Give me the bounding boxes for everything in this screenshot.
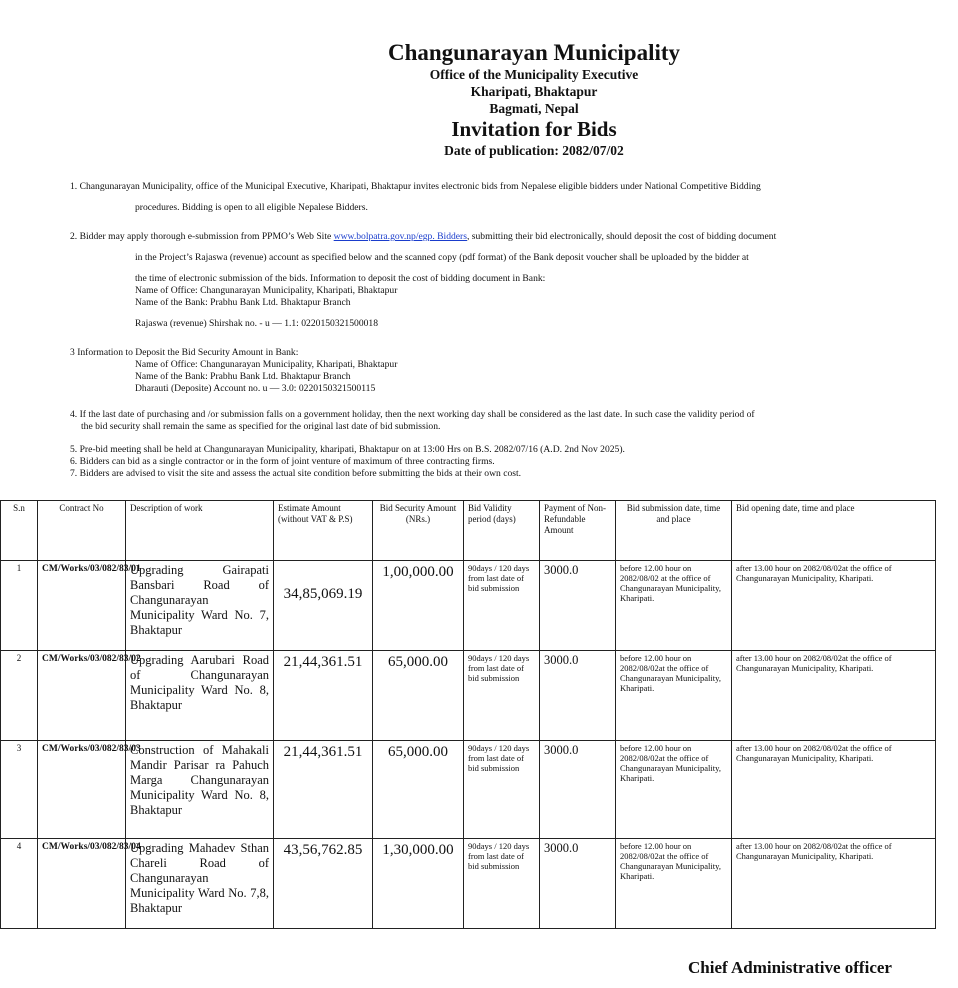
clause-2-office: Name of Office: Changunarayan Municipality, Kharipati, Bhaktapur	[135, 285, 398, 296]
cell-description: Construction of Mahakali Mandir Parisar ra Pahuch Marga Changunarayan Municipality Ward No. 8, Bhaktapur	[126, 741, 274, 839]
header-opening: Bid opening date, time and place	[732, 501, 936, 561]
header-payment: Payment of Non-Refundable Amount	[540, 501, 616, 561]
clause-6: 6. Bidders can bid as a single contractor or in the form of joint venture of maximum of three contracting firms.	[70, 456, 495, 467]
publication-date: Date of publication: 2082/07/02	[444, 143, 624, 158]
bolpatra-link[interactable]: www.bolpatra.gov.np/egp. Bidders	[333, 231, 467, 242]
clause-5: 5. Pre-bid meeting shall be held at Changunarayan Municipality, kharipati, Bhaktapur on at 13:00 Hrs on B.S. 2082/07/16 (A.D. 2nd Nov 2025).	[70, 444, 625, 455]
clause-3-heading: 3 Information to Deposit the Bid Security Amount in Bank:	[70, 347, 299, 358]
clause-3-deposit-account: Dharauti (Deposite) Account no. u — 3.0: 0220150321500115	[135, 383, 376, 394]
clause-7: 7. Bidders are advised to visit the site and assess the actual site condition before submitting the bids at their own cost.	[70, 468, 522, 479]
bids-table	[0, 500, 936, 929]
cell-contract-no: CM/Works/03/082/83/03	[38, 741, 126, 839]
table-row	[1, 839, 936, 929]
clause-2-line-3: the time of electronic submission of the bids. Information to deposit the cost of bidding document in Bank:	[135, 273, 546, 284]
clause-1-line-2: procedures. Bidding is open to all eligible Nepalese Bidders.	[135, 202, 368, 213]
clause-2-revenue-account: Rajaswa (revenue) Shirshak no. - u — 1.1: 0220150321500018	[135, 318, 379, 329]
cell-estimate: 21,44,361.51	[274, 651, 373, 741]
header-estimate: Estimate Amount (without VAT & P.S)	[274, 501, 373, 561]
cell-estimate: 34,85,069.19	[274, 561, 373, 651]
header-sn: S.n	[1, 501, 38, 561]
clause-4-line-2: the bid security shall remain the same as specified for the original last date of bid submission.	[81, 421, 441, 432]
clause-2-line-2: in the Project’s Rajaswa (revenue) account as specified below and the scanned copy (pdf format) of the Bank deposit voucher shall be uploaded by the bidder at	[135, 252, 749, 263]
notice-title: Invitation for Bids	[451, 117, 617, 141]
signatory-title: Chief Administrative officer	[688, 958, 892, 977]
clauses-5-7	[70, 444, 930, 480]
document-header	[0, 40, 958, 160]
clause-3-office: Name of Office: Changunarayan Municipality, Kharipati, Bhaktapur	[135, 359, 398, 370]
clause-2-intro: 2. Bidder may apply thorough e-submission from PPMO’s Web Site	[70, 231, 334, 242]
header-bid-validity: Bid Validity period (days)	[464, 501, 540, 561]
cell-description: Upgrading Mahadev Sthan Chareli Road of Changunarayan Municipality Ward No. 7,8, Bhaktapur	[126, 839, 274, 929]
clause-4-line-1: 4. If the last date of purchasing and /or submission falls on a government holiday, then the next working day shall be considered as the last date. In such case the validity period of	[70, 409, 755, 420]
municipality-title: Changunarayan Municipality	[387, 40, 681, 65]
cell-payment: 3000.0	[540, 839, 616, 929]
cell-payment: 3000.0	[540, 561, 616, 651]
cell-payment: 3000.0	[540, 741, 616, 839]
table-header-row	[1, 501, 936, 561]
header-description: Description of work	[126, 501, 274, 561]
clause-2-intro-end: , submitting their bid electronically, should deposit the cost of bidding document	[466, 231, 777, 242]
office-address: Kharipati, Bhaktapur	[470, 84, 598, 99]
office-region: Bagmati, Nepal	[489, 101, 579, 116]
table-row	[1, 741, 936, 839]
header-contract-no: Contract No	[38, 501, 126, 561]
cell-estimate: 21,44,361.51	[274, 741, 373, 839]
cell-payment: 3000.0	[540, 651, 616, 741]
clause-4	[70, 409, 930, 433]
cell-estimate: 43,56,762.85	[274, 839, 373, 929]
office-name: Office of the Municipality Executive	[429, 67, 639, 82]
clause-1	[70, 181, 930, 214]
cell-submission: before 12.00 hour on 2082/08/02at the office of Changunarayan Municipality, Kharipati.	[616, 839, 732, 929]
cell-bid-security: 1,00,000.00	[373, 561, 464, 651]
cell-sn: 2	[1, 651, 38, 741]
cell-bid-validity: 90days / 120 days from last date of bid submission	[464, 741, 540, 839]
cell-sn: 1	[1, 561, 38, 651]
clause-3	[70, 347, 930, 395]
table-row	[1, 651, 936, 741]
table-row	[1, 561, 936, 651]
clause-2	[70, 231, 930, 330]
cell-sn: 3	[1, 741, 38, 839]
cell-bid-validity: 90days / 120 days from last date of bid submission	[464, 839, 540, 929]
cell-submission: before 12.00 hour on 2082/08/02at the office of Changunarayan Municipality, Kharipati.	[616, 741, 732, 839]
cell-opening: after 13.00 hour on 2082/08/02at the office of Changunarayan Municipality, Kharipati.	[732, 839, 936, 929]
cell-bid-security: 1,30,000.00	[373, 839, 464, 929]
cell-bid-security: 65,000.00	[373, 651, 464, 741]
cell-opening: after 13.00 hour on 2082/08/02at the office of Changunarayan Municipality, Kharipati.	[732, 651, 936, 741]
clause-1-line-1: 1. Changunarayan Municipality, office of the Municipal Executive, Kharipati, Bhaktapur invites electronic bids from Nepalese eligible bidders under National Competitive Bidding	[70, 181, 761, 192]
cell-description: Upgrading Gairapati Bansbari Road of Changunarayan Municipality Ward No. 7, Bhaktapur	[126, 561, 274, 651]
cell-bid-security: 65,000.00	[373, 741, 464, 839]
cell-contract-no: CM/Works/03/082/83/04	[38, 839, 126, 929]
cell-bid-validity: 90days / 120 days from last date of bid submission	[464, 561, 540, 651]
clause-3-bank: Name of the Bank: Prabhu Bank Ltd. Bhaktapur Branch	[135, 371, 351, 382]
cell-opening: after 13.00 hour on 2082/08/02at the office of Changunarayan Municipality, Kharipati.	[732, 561, 936, 651]
clause-2-bank: Name of the Bank: Prabhu Bank Ltd. Bhaktapur Branch	[135, 297, 351, 308]
header-submission: Bid submission date, time and place	[616, 501, 732, 561]
cell-opening: after 13.00 hour on 2082/08/02at the office of Changunarayan Municipality, Kharipati.	[732, 741, 936, 839]
cell-contract-no: CM/Works/03/082/83/01	[38, 561, 126, 651]
cell-submission: before 12.00 hour on 2082/08/02 at the office of Changunarayan Municipality, Kharipati.	[616, 561, 732, 651]
cell-sn: 4	[1, 839, 38, 929]
cell-bid-validity: 90days / 120 days from last date of bid submission	[464, 651, 540, 741]
cell-contract-no: CM/Works/03/082/83/02	[38, 651, 126, 741]
cell-description: Upgrading Aarubari Road of Changunarayan Municipality Ward No. 8, Bhaktapur	[126, 651, 274, 741]
header-bid-security: Bid Security Amount (NRs.)	[373, 501, 464, 561]
cell-submission: before 12.00 hour on 2082/08/02at the office of Changunarayan Municipality, Kharipati.	[616, 651, 732, 741]
